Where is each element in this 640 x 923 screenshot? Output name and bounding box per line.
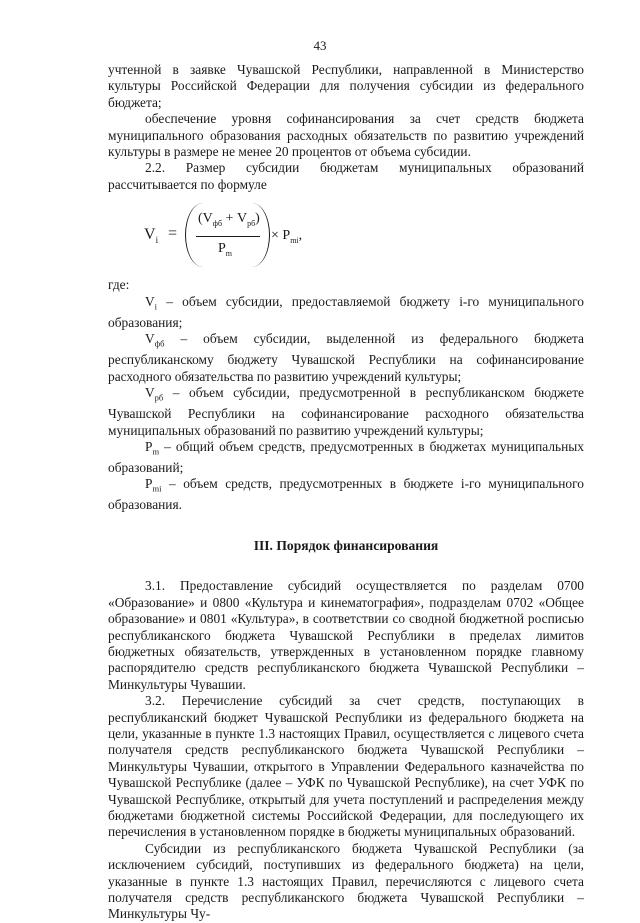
def-symbol: P [145, 438, 153, 454]
where-label: где: [108, 277, 130, 293]
section-paragraph-2: 3.2. Перечисление субсидий за счет средств, поступающих в республиканский бюджет Чувашской Республики из федерального бюджета на цели, указанные в пункте 1.3 настоящих Правил, осуществляется с лицевого счета получателя средств республиканского бюджета Чувашской Республики – Минкультуры Чувашии, открытого в Управлении Федерального казначейства по Чувашской Республике (далее – УФК по Чувашской Республике), на счет УФК по Чувашской Республике, открытый для учета поступлений и распределения между бюджетами бюджетной системы Российской Федерации, для последующего их перечисления в установленном порядке в бюджеты муниципальных образований. [108, 693, 584, 840]
def-symbol: V [145, 293, 155, 309]
def-symbol: V [145, 331, 155, 347]
intro-paragraph-3: 2.2. Размер субсидии бюджетам муниципальных образований рассчитывается по формуле [108, 160, 584, 192]
def-text: – общий объем средств, предусмотренных в бюджетах муниципальных образований; [108, 438, 584, 475]
definition-vrb [108, 385, 584, 439]
section-paragraph-3: Субсидии из республиканского бюджета Чувашской Республики (за исключением субсидий, поступивших из федерального бюджета) на цели, указанные в пункте 1.3 настоящих Правил, перечисляются с лицевого счета получателя средств республиканского бюджета Чувашской Республики – Минкультуры Чу- [108, 840, 584, 922]
def-sub: фб [154, 338, 165, 349]
def-text: – объем субсидии, предусмотренной в республиканском бюджете Чувашской Республики на софинансирование расходного обязательства муниципальных образований по развитию учреждений культуры; [108, 385, 584, 438]
def-sub: i [154, 301, 158, 312]
intro-paragraph-2: обеспечение уровня софинансирования за счет средств бюджета муниципального образования расходных обязательств по развитию учреждений культуры в размере не менее 20 процентов от объема субсидии. [108, 111, 584, 160]
formula-num-sub-rb: рб [247, 219, 256, 229]
def-text: – объем средств, предусмотренных в бюджете i-го муниципального образования. [108, 476, 584, 513]
formula-den-sub: m [225, 249, 233, 259]
section-heading: III. Порядок финансирования [253, 537, 439, 553]
formula-numerator [198, 211, 260, 232]
formula-denominator [218, 241, 232, 262]
def-text: – объем субсидии, предоставляемой бюджету i-го муниципального образования; [108, 293, 584, 330]
page-number: 43 [313, 38, 327, 53]
definition-vfb [108, 331, 584, 385]
formula-tail-sub: mi [290, 236, 299, 246]
formula-end: , [298, 228, 303, 244]
formula-num-close: ) [255, 211, 260, 227]
def-sub: mi [152, 484, 162, 495]
def-sub: рб [154, 392, 164, 403]
page-content [108, 62, 584, 923]
formula-den-symbol: P [218, 241, 226, 257]
formula-num-open: (V [198, 211, 213, 227]
formula-equals: = [168, 225, 178, 243]
formula-lhs-sub: i [155, 235, 159, 246]
section-paragraph-1: 3.1. Предоставление субсидий осуществляется по разделам 0700 «Образование» и 0800 «Культура и кинематография», подразделам 0702 «Общее образование» и 0801 «Культура», в соответствии со сводной бюджетной росписью республиканского бюджета Чувашской Республики в пределах лимитов бюджетных обязательств, утвержденных в установленном порядке главному распорядителю средств республиканского бюджета Чувашской Республики – Минкультуры Чувашии. [108, 578, 584, 692]
def-symbol: P [145, 476, 153, 492]
formula-num-plus: + V [222, 211, 248, 227]
formula-num-sub-fb: фб [212, 219, 223, 229]
definition-pm [108, 439, 584, 476]
formula-times: × P [271, 228, 291, 244]
intro-paragraph-1: учтенной в заявке Чувашской Республики, направленной в Министерство культуры Российской Федерации для получения субсидии из федерального бюджета; [108, 62, 584, 110]
formula-fraction-bar [196, 236, 260, 237]
def-sub: m [152, 446, 160, 457]
definition-vi [108, 294, 584, 331]
subsidy-formula [144, 203, 584, 271]
def-text: – объем субсидии, выделенной из федерального бюджета республиканскому бюджету Чувашской Республики на софинансирование расходного обязательства по развитию учреждений культуры; [108, 331, 584, 384]
formula-multiplier [271, 228, 302, 249]
formula-lhs-symbol: V [144, 226, 156, 244]
formula-lhs [144, 227, 158, 249]
definition-pmi [108, 476, 584, 513]
def-symbol: V [145, 385, 155, 401]
